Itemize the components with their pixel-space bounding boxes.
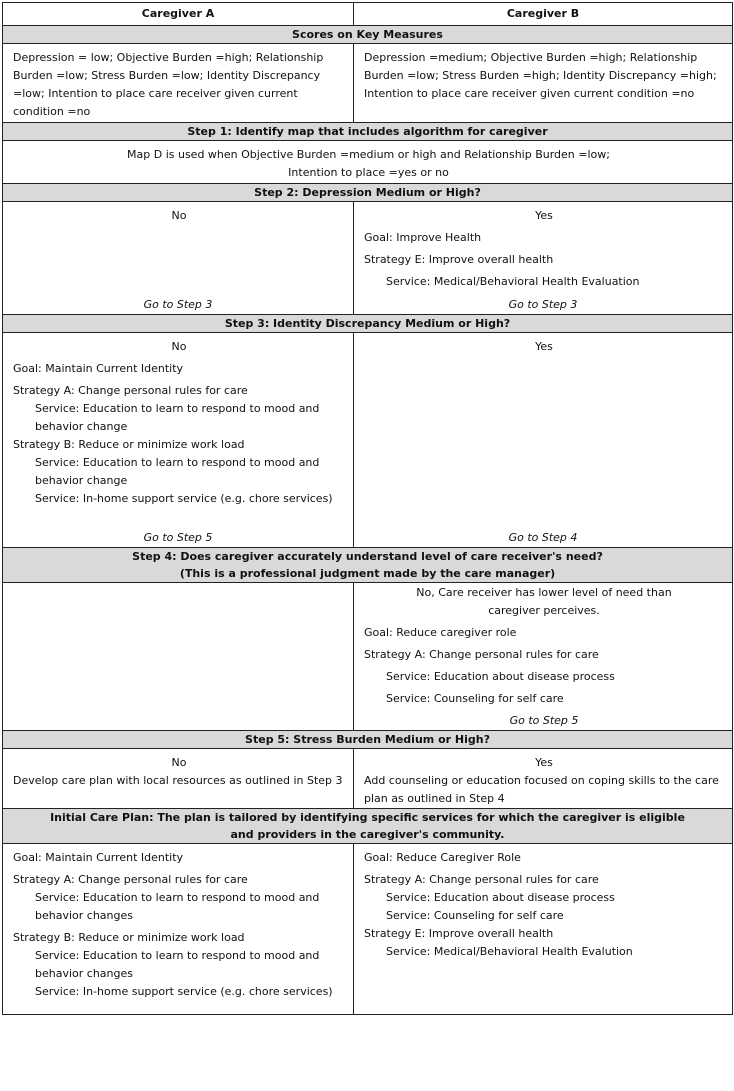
step5-b-answer: Yes — [535, 756, 553, 769]
plan-a-service-b2: Service: In-home support service (e.g. chore services) — [35, 985, 333, 998]
step5-caregiver-b — [354, 749, 732, 808]
plan-a-service-a1: Service: Education to learn to respond to mood and behavior changes — [35, 891, 320, 922]
step3-title: Step 3: Identity Discrepancy Medium or High? — [3, 315, 733, 333]
step3-b-goto: Go to Step 4 — [508, 531, 578, 544]
care-plan-table — [2, 2, 733, 1015]
scores-row — [3, 44, 733, 123]
plan-a-goal: Goal: Maintain Current Identity — [13, 851, 184, 864]
step3-a-service-a1: Service: Education to learn to respond to mood and behavior change — [35, 402, 320, 433]
plan-a-service-b1: Service: Education to learn to respond to mood and behavior changes — [35, 949, 320, 980]
step3-row — [3, 333, 733, 548]
plan-title-line2: and providers in the caregiver's community. — [230, 828, 505, 841]
step2-b-goto: Go to Step 3 — [508, 298, 578, 311]
step4-title-line1: Step 4: Does caregiver accurately understand level of care receiver's need? — [132, 550, 603, 563]
step3-a-goal: Goal: Maintain Current Identity — [13, 362, 184, 375]
step2-a-goto: Go to Step 3 — [143, 298, 213, 311]
step4-title — [3, 548, 733, 583]
plan-b-strategy-a: Strategy A: Change personal rules for care — [364, 873, 599, 886]
step4-title-line2: (This is a professional judgment made by the care manager) — [179, 567, 556, 580]
step2-caregiver-a — [3, 202, 353, 225]
step4-header — [3, 548, 733, 583]
plan-title — [3, 809, 733, 844]
step1-line1: Map D is used when Objective Burden =medium or high and Relationship Burden =low; — [127, 148, 610, 161]
step4-caregiver-a — [3, 583, 354, 731]
step3-a-strategy-b: Strategy B: Reduce or minimize work load — [13, 438, 245, 451]
step4-b-answer-line1: No, Care receiver has lower level of need than — [416, 586, 672, 599]
step1-row — [3, 141, 733, 184]
step5-a-answer: No — [171, 756, 187, 769]
step3-a-goto: Go to Step 5 — [143, 531, 213, 544]
step3-caregiver-a — [3, 333, 353, 508]
step3-b-answer: Yes — [535, 340, 553, 353]
step4-row — [3, 583, 733, 731]
plan-caregiver-b — [354, 844, 732, 961]
step2-caregiver-b — [354, 202, 732, 291]
step3-a-strategy-a: Strategy A: Change personal rules for care — [13, 384, 248, 397]
step1-body — [3, 141, 732, 182]
step4-b-service2: Service: Counseling for self care — [386, 692, 564, 705]
step2-title: Step 2: Depression Medium or High? — [3, 184, 733, 202]
plan-b-service-a2: Service: Counseling for self care — [386, 909, 564, 922]
step5-header — [3, 731, 733, 749]
step5-caregiver-a — [3, 749, 353, 790]
step3-caregiver-b — [354, 333, 732, 356]
step4-b-strategy: Strategy A: Change personal rules for care — [364, 648, 599, 661]
plan-b-service-e1: Service: Medical/Behavioral Health Evalution — [386, 945, 633, 958]
step2-b-service: Service: Medical/Behavioral Health Evaluation — [386, 275, 640, 288]
step3-a-answer: No — [171, 340, 187, 353]
step3-header — [3, 315, 733, 333]
plan-b-service-a1: Service: Education about disease process — [386, 891, 615, 904]
plan-b-goal: Goal: Reduce Caregiver Role — [364, 851, 521, 864]
step1-line2: Intention to place =yes or no — [288, 166, 449, 179]
plan-caregiver-a — [3, 844, 353, 1001]
plan-header — [3, 809, 733, 844]
step4-b-goto: Go to Step 5 — [509, 714, 579, 727]
plan-row — [3, 844, 733, 1015]
scores-caregiver-a: Depression = low; Objective Burden =high; Relationship Burden =low; Stress Burden =low; Identity Discrepancy =low; Intention to place care receiver given current condition =no — [13, 51, 324, 118]
column-header-caregiver-a: Caregiver A — [3, 3, 354, 26]
step4-b-goal: Goal: Reduce caregiver role — [364, 626, 517, 639]
step2-a-answer: No — [171, 209, 187, 222]
step5-b-text: Add counseling or education focused on coping skills to the care plan as outlined in Step 4 — [364, 774, 719, 805]
step4-b-answer-line2: caregiver perceives. — [488, 604, 600, 617]
scores-section-header — [3, 26, 733, 44]
step5-title: Step 5: Stress Burden Medium or High? — [3, 731, 733, 749]
step1-header — [3, 123, 733, 141]
scores-title: Scores on Key Measures — [3, 26, 733, 44]
step3-a-service-b1: Service: Education to learn to respond to mood and behavior change — [35, 456, 320, 487]
step2-b-answer: Yes — [535, 209, 553, 222]
step2-header — [3, 184, 733, 202]
scores-caregiver-b: Depression =medium; Objective Burden =high; Relationship Burden =low; Stress Burden =high; Identity Discrepancy =high; Intention to place care receiver given current condition =no — [364, 51, 717, 100]
step2-b-strategy: Strategy E: Improve overall health — [364, 253, 554, 266]
plan-b-strategy-e: Strategy E: Improve overall health — [364, 927, 554, 940]
step5-a-text: Develop care plan with local resources as outlined in Step 3 — [13, 774, 343, 787]
column-header-caregiver-b: Caregiver B — [354, 3, 733, 26]
plan-title-line1: Initial Care Plan: The plan is tailored by identifying specific services for which the caregiver is eligible — [50, 811, 685, 824]
step4-b-service1: Service: Education about disease process — [386, 670, 615, 683]
plan-a-strategy-b: Strategy B: Reduce or minimize work load — [13, 931, 245, 944]
step1-title: Step 1: Identify map that includes algorithm for caregiver — [3, 123, 733, 141]
plan-a-strategy-a: Strategy A: Change personal rules for care — [13, 873, 248, 886]
column-header-row — [3, 3, 733, 26]
step4-caregiver-b — [354, 583, 732, 730]
step2-b-goal: Goal: Improve Health — [364, 231, 482, 244]
step3-a-service-b2: Service: In-home support service (e.g. chore services) — [35, 492, 333, 505]
step2-row — [3, 202, 733, 315]
step5-row — [3, 749, 733, 809]
